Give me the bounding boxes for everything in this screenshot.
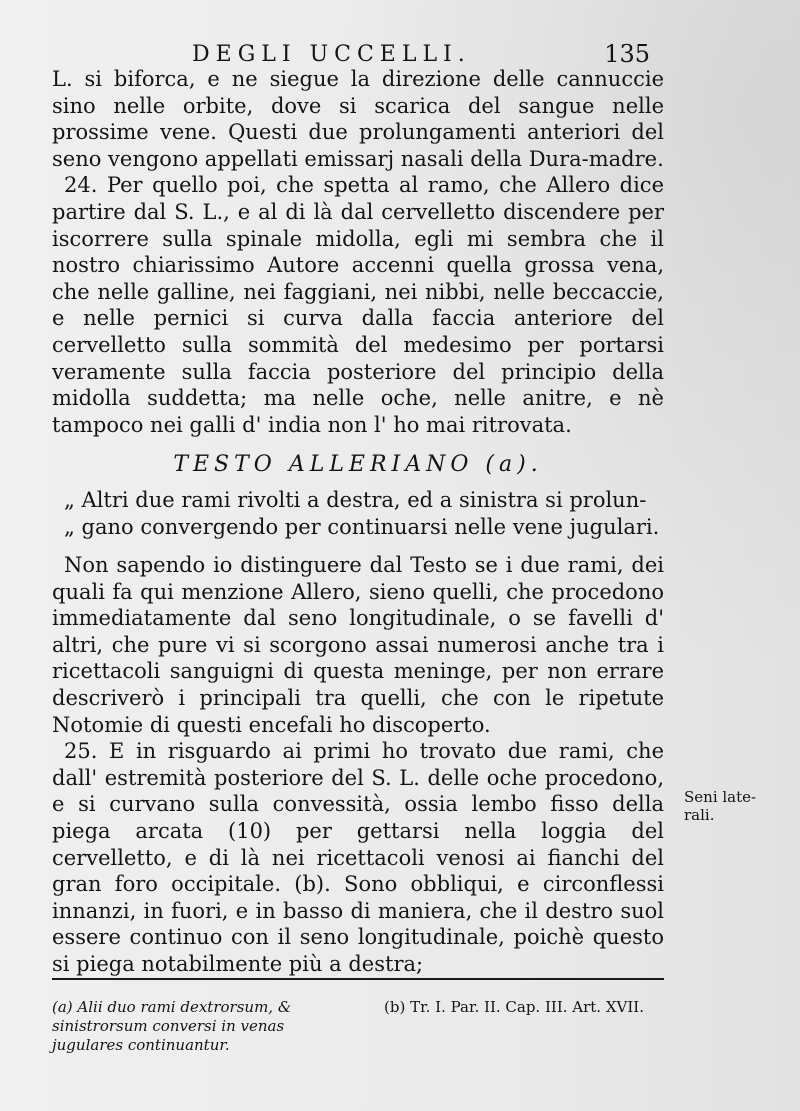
paragraph-commentary: Non sapendo io distinguere dal Testo se i due rami, dei quali fa qui menzione Allero, sieno quelli, che procedono immediatamente dal seno longitudinale, o se favelli d' altri, che pure vi si scorgono assai numerosi anche tra i ricettacoli sanguigni di questa meninge, per non errare descriverò i principali tra quelli, che con le ripetute Notomie di questi encefali ho discoperto. xyxy=(52,553,664,737)
paragraph-continuation: L. si biforca, e ne siegue la direzione delle cannuccie sino nelle orbite, dove si scarica del sangue nelle prossime vene. Questi due prolungamenti anteriori del seno vengono appellati emissarj nasali della Dura-madre. xyxy=(52,67,664,171)
page-number: 135 xyxy=(604,40,650,68)
footnote-a: (a) Alii duo rami dextrorsum, & sinistrorsum conversi in venas jugulares continuantur. xyxy=(52,998,292,1054)
running-title: DEGLI UCCELLI. xyxy=(192,42,471,67)
footnote-rule xyxy=(52,978,664,980)
body-text xyxy=(52,66,664,978)
paragraph-24: 24. Per quello poi, che spetta al ramo, che Allero dice partire dal S. L., e al di là dal cervelletto discendere per iscorrere sulla spinale midolla, egli mi sembra che il nostro chiarissimo Autore accenni quella grossa vena, che nelle galline, nei faggiani, nei nibbi, nelle beccaccie, e nelle pernici si curva dalla faccia anteriore del cervelletto sulla sommità del medesimo per portarsi veramente sulla faccia posteriore del principio della midolla suddetta; ma nelle oche, nelle anitre, e nè tampoco nei galli d' india non l' ho mai ritrovata. xyxy=(52,173,664,437)
section-heading: TESTO ALLERIANO (a). xyxy=(173,452,543,478)
paragraph-25: 25. E in risguardo ai primi ho trovato due rami, che dall' estremità posteriore del S. L. delle oche procedono, e si curvano sulla convessità, ossia lembo fisso della piega arcata (10) per gettarsi nella loggia del cervelletto, e di là nei ricettacoli venosi ai fianchi del gran foro occipitale. (b). Sono obbliqui, e circonflessi innanzi, in fuori, e in basso di maniera, che il destro suol essere continuo con il seno longitudinale, poichè questo si piega notabilmente più a destra; xyxy=(52,739,664,976)
quote-line-1: „ Altri due rami rivolti a destra, ed a sinistra si prolun- xyxy=(64,487,647,512)
margin-note: Seni late-rali. xyxy=(684,788,757,824)
footnote-b: (b) Tr. I. Par. II. Cap. III. Art. XVII. xyxy=(384,998,644,1016)
quote-line-2: „ gano convergendo per continuarsi nelle vene jugulari. xyxy=(64,514,660,539)
